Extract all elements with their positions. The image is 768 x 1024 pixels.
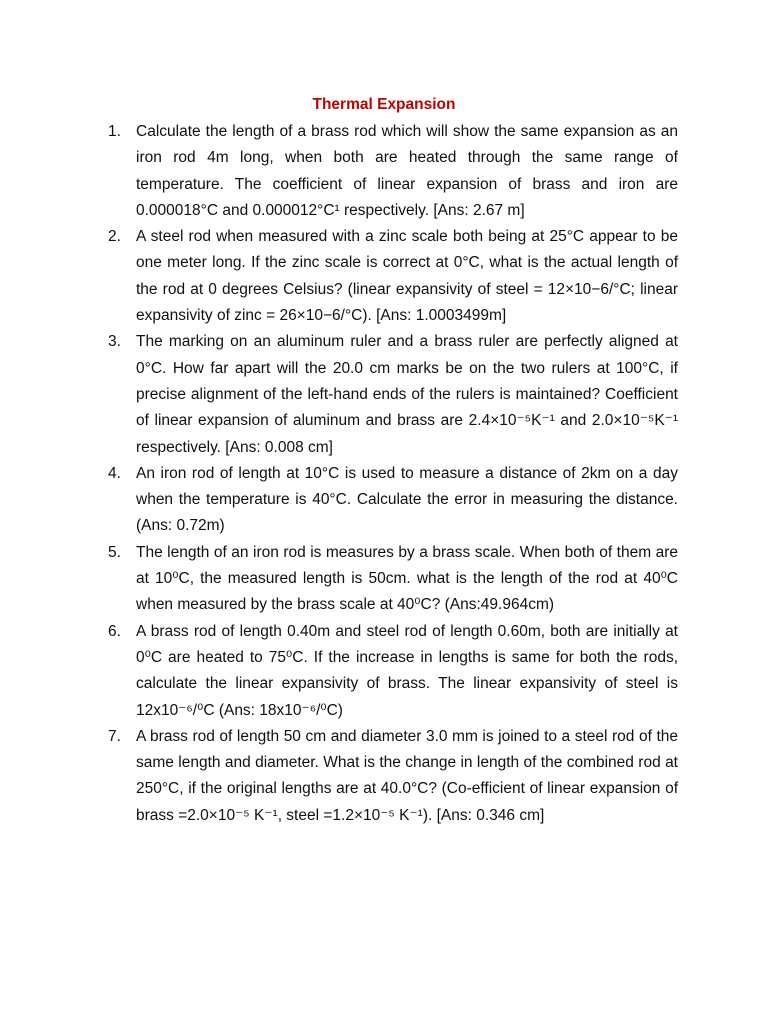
question-item — [108, 619, 678, 724]
question-item — [108, 119, 678, 224]
question-number: 1. — [108, 123, 121, 140]
question-item — [108, 724, 678, 829]
question-text: The marking on an aluminum ruler and a brass ruler are perfectly aligned at 0°C. How far apart will the 20.0 cm marks be on the two rulers at 100°C, if precise alignment of the left-hand ends of the rulers is maintained? Coefficient of linear expansion of aluminum and brass are 2.4×10⁻⁵K⁻¹ and 2.0×10⁻⁵K⁻¹ respectively. [Ans: 0.008 cm] — [136, 333, 678, 456]
question-text: A steel rod when measured with a zinc scale both being at 25°C appear to be one meter long. If the zinc scale is correct at 0°C, what is the actual length of the rod at 0 degrees Celsius? (linear expansivity of steel = 12×10−6/°C; linear expansivity of zinc = 26×10−6/°C). [Ans: 1.0003499m] — [136, 228, 678, 325]
question-text: The length of an iron rod is measures by a brass scale. When both of them are at 10⁰C, the measured length is 50cm. what is the length of the rod at 40⁰C when measured by the brass scale at 40⁰C? (Ans:49.964cm) — [136, 543, 678, 614]
question-number: 7. — [108, 727, 121, 745]
question-item — [108, 540, 678, 619]
question-number: 5. — [108, 543, 121, 561]
question-text: Calculate the length of a brass rod which will show the same expansion as an iron rod 4m long, when both are heated through the same range of temperature. The coefficient of linear expansion of brass and iron are 0.000018°C and 0.000012°C¹ respectively. [Ans: 2.67 m] — [136, 123, 678, 219]
page-title: Thermal Expansion — [312, 96, 456, 113]
question-number: 6. — [108, 622, 121, 640]
question-number: 3. — [108, 333, 121, 351]
question-number: 2. — [108, 228, 121, 246]
question-item — [108, 461, 678, 540]
question-text: A brass rod of length 0.40m and steel rod of length 0.60m, both are initially at 0⁰C are heated to 75⁰C. If the increase in lengths is same for both the rods, calculate the linear expansivity of brass. The linear expansivity of steel is 12x10⁻⁶/⁰C (Ans: 18x10⁻⁶/⁰C) — [136, 622, 678, 719]
question-item — [108, 329, 678, 460]
question-number: 4. — [108, 464, 121, 482]
question-item — [108, 224, 678, 329]
question-text: An iron rod of length at 10°C is used to measure a distance of 2km on a day when the temperature is 40°C. Calculate the error in measuring the distance. (Ans: 0.72m) — [136, 464, 678, 535]
question-text: A brass rod of length 50 cm and diameter 3.0 mm is joined to a steel rod of the same length and diameter. What is the change in length of the combined rod at 250°C, if the original lengths are at 40.0°C? (Co-efficient of linear expansion of brass =2.0×10⁻⁵ K⁻¹, steel =1.2×10⁻⁵ K⁻¹). [Ans: 0.346 cm] — [136, 727, 678, 824]
question-list — [108, 119, 678, 829]
